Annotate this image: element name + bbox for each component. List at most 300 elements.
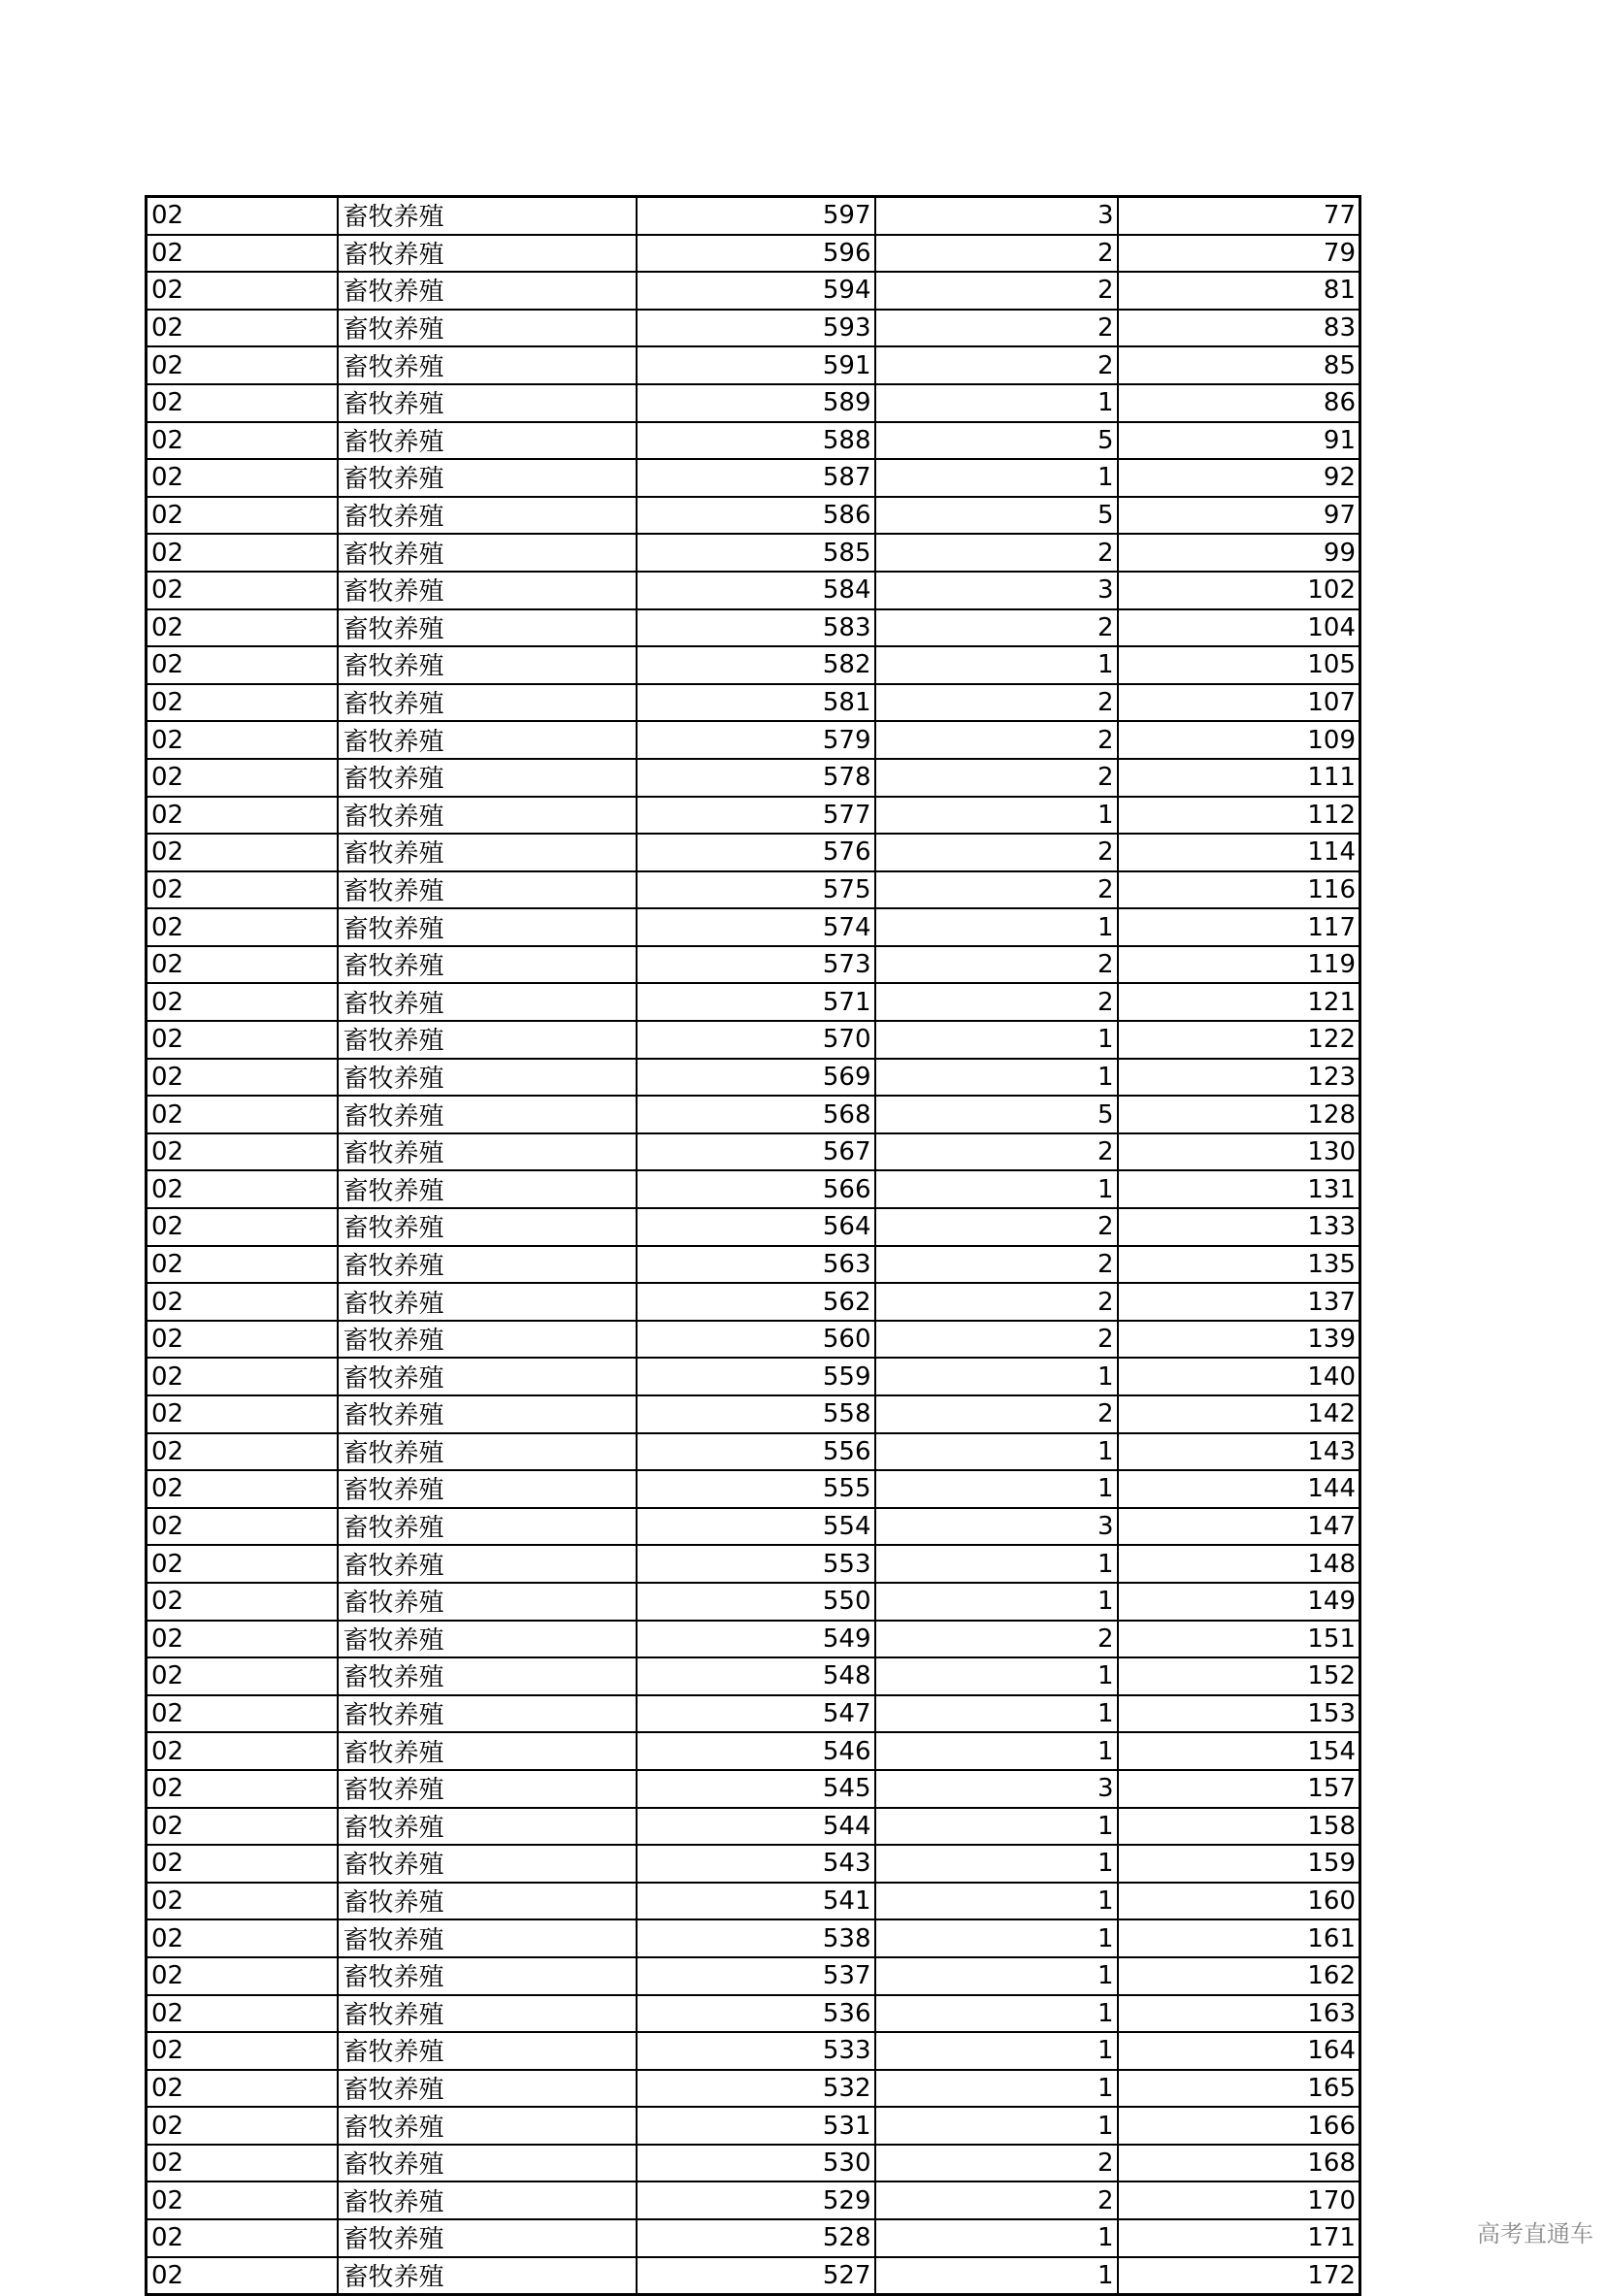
cell-score: 585 bbox=[637, 534, 875, 572]
table-row bbox=[147, 1021, 1360, 1059]
cell-score: 587 bbox=[637, 459, 875, 497]
cell-score: 588 bbox=[637, 422, 875, 460]
table-row bbox=[147, 346, 1360, 384]
table-row bbox=[147, 197, 1360, 235]
table-row bbox=[147, 310, 1360, 347]
table-row bbox=[147, 459, 1360, 497]
cell-code: 02 bbox=[147, 1770, 338, 1808]
cell-score: 538 bbox=[637, 1919, 875, 1957]
cell-score: 583 bbox=[637, 609, 875, 647]
cell-score: 584 bbox=[637, 572, 875, 609]
cell-cumulative: 97 bbox=[1118, 497, 1360, 535]
cell-count: 2 bbox=[875, 1321, 1118, 1359]
cell-score: 569 bbox=[637, 1059, 875, 1097]
cell-score: 586 bbox=[637, 497, 875, 535]
cell-cumulative: 172 bbox=[1118, 2257, 1360, 2295]
cell-cumulative: 140 bbox=[1118, 1358, 1360, 1395]
cell-score: 554 bbox=[637, 1508, 875, 1546]
cell-major: 畜牧养殖 bbox=[338, 235, 637, 273]
cell-major: 畜牧养殖 bbox=[338, 1957, 637, 1995]
cell-code: 02 bbox=[147, 1170, 338, 1208]
table-row bbox=[147, 2032, 1360, 2070]
cell-cumulative: 85 bbox=[1118, 346, 1360, 384]
cell-code: 02 bbox=[147, 684, 338, 722]
cell-major: 畜牧养殖 bbox=[338, 1808, 637, 1846]
cell-count: 2 bbox=[875, 834, 1118, 871]
cell-major: 畜牧养殖 bbox=[338, 834, 637, 871]
cell-major: 畜牧养殖 bbox=[338, 497, 637, 535]
cell-count: 3 bbox=[875, 572, 1118, 609]
cell-code: 02 bbox=[147, 1883, 338, 1920]
table-row bbox=[147, 1321, 1360, 1359]
cell-count: 1 bbox=[875, 1919, 1118, 1957]
table-row bbox=[147, 1208, 1360, 1246]
cell-count: 2 bbox=[875, 1133, 1118, 1171]
table-row bbox=[147, 1545, 1360, 1583]
table-row bbox=[147, 1919, 1360, 1957]
table-row bbox=[147, 1732, 1360, 1770]
cell-score: 555 bbox=[637, 1470, 875, 1508]
cell-cumulative: 92 bbox=[1118, 459, 1360, 497]
cell-count: 2 bbox=[875, 946, 1118, 984]
cell-code: 02 bbox=[147, 1583, 338, 1621]
cell-count: 1 bbox=[875, 1433, 1118, 1471]
cell-cumulative: 170 bbox=[1118, 2181, 1360, 2219]
cell-cumulative: 131 bbox=[1118, 1170, 1360, 1208]
cell-major: 畜牧养殖 bbox=[338, 1508, 637, 1546]
cell-code: 02 bbox=[147, 2145, 338, 2182]
cell-count: 1 bbox=[875, 2257, 1118, 2295]
cell-count: 1 bbox=[875, 459, 1118, 497]
cell-major: 畜牧养殖 bbox=[338, 1695, 637, 1733]
cell-major: 畜牧养殖 bbox=[338, 2219, 637, 2257]
cell-score: 548 bbox=[637, 1657, 875, 1695]
cell-count: 1 bbox=[875, 1545, 1118, 1583]
table-row bbox=[147, 2145, 1360, 2182]
cell-major: 畜牧养殖 bbox=[338, 459, 637, 497]
cell-score: 593 bbox=[637, 310, 875, 347]
cell-score: 571 bbox=[637, 983, 875, 1021]
cell-score: 566 bbox=[637, 1170, 875, 1208]
cell-score: 560 bbox=[637, 1321, 875, 1359]
table-row bbox=[147, 1358, 1360, 1395]
cell-score: 594 bbox=[637, 272, 875, 310]
table-row bbox=[147, 1583, 1360, 1621]
cell-score: 574 bbox=[637, 908, 875, 946]
cell-score: 528 bbox=[637, 2219, 875, 2257]
cell-cumulative: 81 bbox=[1118, 272, 1360, 310]
cell-count: 1 bbox=[875, 1470, 1118, 1508]
cell-score: 536 bbox=[637, 1995, 875, 2033]
cell-cumulative: 79 bbox=[1118, 235, 1360, 273]
cell-major: 畜牧养殖 bbox=[338, 534, 637, 572]
table-row bbox=[147, 572, 1360, 609]
cell-count: 1 bbox=[875, 1883, 1118, 1920]
cell-major: 畜牧养殖 bbox=[338, 1433, 637, 1471]
cell-major: 畜牧养殖 bbox=[338, 871, 637, 909]
cell-cumulative: 164 bbox=[1118, 2032, 1360, 2070]
cell-code: 02 bbox=[147, 1470, 338, 1508]
cell-major: 畜牧养殖 bbox=[338, 2107, 637, 2145]
cell-cumulative: 171 bbox=[1118, 2219, 1360, 2257]
cell-score: 575 bbox=[637, 871, 875, 909]
cell-major: 畜牧养殖 bbox=[338, 1096, 637, 1133]
cell-score: 545 bbox=[637, 1770, 875, 1808]
cell-cumulative: 114 bbox=[1118, 834, 1360, 871]
table-body bbox=[147, 197, 1360, 2295]
cell-cumulative: 91 bbox=[1118, 422, 1360, 460]
cell-cumulative: 149 bbox=[1118, 1583, 1360, 1621]
cell-cumulative: 166 bbox=[1118, 2107, 1360, 2145]
cell-code: 02 bbox=[147, 310, 338, 347]
cell-cumulative: 77 bbox=[1118, 197, 1360, 235]
table-row bbox=[147, 1657, 1360, 1695]
cell-major: 畜牧养殖 bbox=[338, 1995, 637, 2033]
cell-score: 527 bbox=[637, 2257, 875, 2295]
cell-cumulative: 162 bbox=[1118, 1957, 1360, 1995]
cell-major: 畜牧养殖 bbox=[338, 1321, 637, 1359]
cell-score: 537 bbox=[637, 1957, 875, 1995]
cell-code: 02 bbox=[147, 1657, 338, 1695]
cell-code: 02 bbox=[147, 646, 338, 684]
cell-major: 畜牧养殖 bbox=[338, 1208, 637, 1246]
cell-code: 02 bbox=[147, 2257, 338, 2295]
cell-code: 02 bbox=[147, 384, 338, 422]
cell-cumulative: 117 bbox=[1118, 908, 1360, 946]
table-row bbox=[147, 1096, 1360, 1133]
table-row bbox=[147, 721, 1360, 759]
cell-count: 1 bbox=[875, 1657, 1118, 1695]
cell-cumulative: 112 bbox=[1118, 797, 1360, 835]
cell-count: 1 bbox=[875, 1995, 1118, 2033]
cell-code: 02 bbox=[147, 2107, 338, 2145]
cell-cumulative: 123 bbox=[1118, 1059, 1360, 1097]
cell-major: 畜牧养殖 bbox=[338, 1246, 637, 1284]
cell-major: 畜牧养殖 bbox=[338, 759, 637, 797]
cell-code: 02 bbox=[147, 1395, 338, 1433]
cell-major: 畜牧养殖 bbox=[338, 1059, 637, 1097]
table-row bbox=[147, 534, 1360, 572]
cell-cumulative: 144 bbox=[1118, 1470, 1360, 1508]
cell-code: 02 bbox=[147, 1133, 338, 1171]
cell-count: 1 bbox=[875, 2070, 1118, 2108]
cell-code: 02 bbox=[147, 346, 338, 384]
cell-count: 1 bbox=[875, 384, 1118, 422]
cell-code: 02 bbox=[147, 1021, 338, 1059]
cell-cumulative: 154 bbox=[1118, 1732, 1360, 1770]
cell-count: 1 bbox=[875, 908, 1118, 946]
table-row bbox=[147, 834, 1360, 871]
cell-code: 02 bbox=[147, 1919, 338, 1957]
cell-cumulative: 83 bbox=[1118, 310, 1360, 347]
cell-cumulative: 105 bbox=[1118, 646, 1360, 684]
cell-code: 02 bbox=[147, 235, 338, 273]
cell-count: 5 bbox=[875, 1096, 1118, 1133]
cell-cumulative: 104 bbox=[1118, 609, 1360, 647]
score-distribution-table bbox=[145, 195, 1361, 2296]
cell-major: 畜牧养殖 bbox=[338, 2070, 637, 2108]
table-row bbox=[147, 1995, 1360, 2033]
table-row bbox=[147, 1845, 1360, 1883]
table-row bbox=[147, 1695, 1360, 1733]
cell-code: 02 bbox=[147, 1545, 338, 1583]
cell-code: 02 bbox=[147, 1246, 338, 1284]
cell-cumulative: 119 bbox=[1118, 946, 1360, 984]
cell-major: 畜牧养殖 bbox=[338, 684, 637, 722]
cell-code: 02 bbox=[147, 459, 338, 497]
cell-code: 02 bbox=[147, 1508, 338, 1546]
cell-major: 畜牧养殖 bbox=[338, 797, 637, 835]
cell-score: 591 bbox=[637, 346, 875, 384]
cell-major: 畜牧养殖 bbox=[338, 1919, 637, 1957]
cell-cumulative: 109 bbox=[1118, 721, 1360, 759]
cell-count: 2 bbox=[875, 235, 1118, 273]
cell-score: 533 bbox=[637, 2032, 875, 2070]
cell-count: 1 bbox=[875, 1021, 1118, 1059]
cell-count: 1 bbox=[875, 1732, 1118, 1770]
table-row bbox=[147, 908, 1360, 946]
cell-count: 2 bbox=[875, 1246, 1118, 1284]
table-row bbox=[147, 2219, 1360, 2257]
cell-count: 1 bbox=[875, 2032, 1118, 2070]
cell-score: 556 bbox=[637, 1433, 875, 1471]
cell-major: 畜牧养殖 bbox=[338, 1883, 637, 1920]
cell-score: 553 bbox=[637, 1545, 875, 1583]
cell-major: 畜牧养殖 bbox=[338, 1133, 637, 1171]
cell-code: 02 bbox=[147, 1358, 338, 1395]
cell-major: 畜牧养殖 bbox=[338, 1845, 637, 1883]
table-row bbox=[147, 1433, 1360, 1471]
cell-score: 543 bbox=[637, 1845, 875, 1883]
cell-code: 02 bbox=[147, 946, 338, 984]
cell-major: 畜牧养殖 bbox=[338, 1545, 637, 1583]
table-row bbox=[147, 2070, 1360, 2108]
cell-code: 02 bbox=[147, 797, 338, 835]
cell-count: 2 bbox=[875, 310, 1118, 347]
table-row bbox=[147, 646, 1360, 684]
cell-major: 畜牧养殖 bbox=[338, 1732, 637, 1770]
cell-cumulative: 159 bbox=[1118, 1845, 1360, 1883]
cell-major: 畜牧养殖 bbox=[338, 197, 637, 235]
cell-count: 2 bbox=[875, 272, 1118, 310]
cell-major: 畜牧养殖 bbox=[338, 1657, 637, 1695]
cell-score: 546 bbox=[637, 1732, 875, 1770]
cell-major: 畜牧养殖 bbox=[338, 1470, 637, 1508]
cell-count: 1 bbox=[875, 797, 1118, 835]
cell-cumulative: 147 bbox=[1118, 1508, 1360, 1546]
cell-count: 1 bbox=[875, 2107, 1118, 2145]
cell-count: 2 bbox=[875, 1208, 1118, 1246]
cell-major: 畜牧养殖 bbox=[338, 609, 637, 647]
cell-code: 02 bbox=[147, 1283, 338, 1321]
cell-score: 573 bbox=[637, 946, 875, 984]
cell-code: 02 bbox=[147, 1059, 338, 1097]
cell-major: 畜牧养殖 bbox=[338, 1358, 637, 1395]
cell-code: 02 bbox=[147, 1208, 338, 1246]
score-table-container bbox=[145, 195, 1359, 2296]
cell-score: 531 bbox=[637, 2107, 875, 2145]
cell-cumulative: 161 bbox=[1118, 1919, 1360, 1957]
cell-count: 2 bbox=[875, 346, 1118, 384]
table-row bbox=[147, 946, 1360, 984]
table-row bbox=[147, 1957, 1360, 1995]
table-row bbox=[147, 2107, 1360, 2145]
cell-count: 2 bbox=[875, 1621, 1118, 1658]
table-row bbox=[147, 1621, 1360, 1658]
table-row bbox=[147, 1808, 1360, 1846]
cell-code: 02 bbox=[147, 1845, 338, 1883]
cell-score: 564 bbox=[637, 1208, 875, 1246]
cell-code: 02 bbox=[147, 759, 338, 797]
cell-code: 02 bbox=[147, 1096, 338, 1133]
table-row bbox=[147, 759, 1360, 797]
cell-code: 02 bbox=[147, 908, 338, 946]
cell-code: 02 bbox=[147, 1808, 338, 1846]
table-row bbox=[147, 2181, 1360, 2219]
cell-score: 582 bbox=[637, 646, 875, 684]
cell-major: 畜牧养殖 bbox=[338, 983, 637, 1021]
cell-cumulative: 160 bbox=[1118, 1883, 1360, 1920]
watermark-text: 高考直通车 bbox=[1477, 2220, 1593, 2247]
cell-count: 2 bbox=[875, 721, 1118, 759]
cell-code: 02 bbox=[147, 871, 338, 909]
cell-code: 02 bbox=[147, 572, 338, 609]
cell-major: 畜牧养殖 bbox=[338, 1395, 637, 1433]
cell-score: 562 bbox=[637, 1283, 875, 1321]
table-row bbox=[147, 1246, 1360, 1284]
cell-count: 2 bbox=[875, 983, 1118, 1021]
cell-major: 畜牧养殖 bbox=[338, 2257, 637, 2295]
cell-code: 02 bbox=[147, 609, 338, 647]
table-row bbox=[147, 497, 1360, 535]
cell-cumulative: 158 bbox=[1118, 1808, 1360, 1846]
cell-major: 畜牧养殖 bbox=[338, 272, 637, 310]
table-row bbox=[147, 235, 1360, 273]
cell-code: 02 bbox=[147, 422, 338, 460]
cell-count: 1 bbox=[875, 1583, 1118, 1621]
cell-score: 558 bbox=[637, 1395, 875, 1433]
cell-cumulative: 116 bbox=[1118, 871, 1360, 909]
cell-score: 547 bbox=[637, 1695, 875, 1733]
cell-code: 02 bbox=[147, 1995, 338, 2033]
cell-score: 596 bbox=[637, 235, 875, 273]
cell-count: 2 bbox=[875, 871, 1118, 909]
cell-major: 畜牧养殖 bbox=[338, 646, 637, 684]
cell-score: 530 bbox=[637, 2145, 875, 2182]
cell-cumulative: 135 bbox=[1118, 1246, 1360, 1284]
cell-code: 02 bbox=[147, 2070, 338, 2108]
cell-count: 1 bbox=[875, 1957, 1118, 1995]
table-row bbox=[147, 1283, 1360, 1321]
cell-code: 02 bbox=[147, 2181, 338, 2219]
cell-major: 畜牧养殖 bbox=[338, 1621, 637, 1658]
cell-score: 541 bbox=[637, 1883, 875, 1920]
cell-major: 畜牧养殖 bbox=[338, 384, 637, 422]
table-row bbox=[147, 797, 1360, 835]
table-row bbox=[147, 1883, 1360, 1920]
table-row bbox=[147, 1770, 1360, 1808]
cell-code: 02 bbox=[147, 834, 338, 871]
cell-cumulative: 107 bbox=[1118, 684, 1360, 722]
cell-score: 549 bbox=[637, 1621, 875, 1658]
cell-major: 畜牧养殖 bbox=[338, 721, 637, 759]
cell-count: 1 bbox=[875, 1358, 1118, 1395]
cell-count: 5 bbox=[875, 497, 1118, 535]
cell-score: 568 bbox=[637, 1096, 875, 1133]
cell-count: 5 bbox=[875, 422, 1118, 460]
cell-major: 畜牧养殖 bbox=[338, 1583, 637, 1621]
cell-major: 畜牧养殖 bbox=[338, 1283, 637, 1321]
cell-major: 畜牧养殖 bbox=[338, 310, 637, 347]
cell-cumulative: 157 bbox=[1118, 1770, 1360, 1808]
cell-cumulative: 121 bbox=[1118, 983, 1360, 1021]
cell-score: 570 bbox=[637, 1021, 875, 1059]
cell-cumulative: 128 bbox=[1118, 1096, 1360, 1133]
cell-cumulative: 139 bbox=[1118, 1321, 1360, 1359]
cell-major: 畜牧养殖 bbox=[338, 572, 637, 609]
cell-cumulative: 163 bbox=[1118, 1995, 1360, 2033]
cell-cumulative: 130 bbox=[1118, 1133, 1360, 1171]
cell-code: 02 bbox=[147, 534, 338, 572]
cell-count: 2 bbox=[875, 609, 1118, 647]
cell-code: 02 bbox=[147, 197, 338, 235]
table-row bbox=[147, 1059, 1360, 1097]
cell-cumulative: 102 bbox=[1118, 572, 1360, 609]
cell-major: 畜牧养殖 bbox=[338, 908, 637, 946]
cell-major: 畜牧养殖 bbox=[338, 346, 637, 384]
cell-code: 02 bbox=[147, 1732, 338, 1770]
cell-score: 563 bbox=[637, 1246, 875, 1284]
cell-code: 02 bbox=[147, 272, 338, 310]
cell-count: 1 bbox=[875, 1845, 1118, 1883]
cell-count: 1 bbox=[875, 1170, 1118, 1208]
cell-code: 02 bbox=[147, 1957, 338, 1995]
table-row bbox=[147, 1508, 1360, 1546]
table-row bbox=[147, 384, 1360, 422]
cell-major: 畜牧养殖 bbox=[338, 946, 637, 984]
cell-major: 畜牧养殖 bbox=[338, 2145, 637, 2182]
table-row bbox=[147, 422, 1360, 460]
cell-count: 2 bbox=[875, 1395, 1118, 1433]
table-row bbox=[147, 983, 1360, 1021]
table-row bbox=[147, 684, 1360, 722]
cell-cumulative: 133 bbox=[1118, 1208, 1360, 1246]
cell-cumulative: 137 bbox=[1118, 1283, 1360, 1321]
cell-code: 02 bbox=[147, 497, 338, 535]
cell-count: 2 bbox=[875, 684, 1118, 722]
cell-code: 02 bbox=[147, 983, 338, 1021]
cell-major: 畜牧养殖 bbox=[338, 1021, 637, 1059]
cell-cumulative: 165 bbox=[1118, 2070, 1360, 2108]
cell-cumulative: 86 bbox=[1118, 384, 1360, 422]
cell-score: 544 bbox=[637, 1808, 875, 1846]
cell-code: 02 bbox=[147, 1695, 338, 1733]
cell-score: 532 bbox=[637, 2070, 875, 2108]
cell-code: 02 bbox=[147, 2032, 338, 2070]
cell-count: 1 bbox=[875, 1695, 1118, 1733]
table-row bbox=[147, 609, 1360, 647]
cell-major: 畜牧养殖 bbox=[338, 1170, 637, 1208]
cell-cumulative: 99 bbox=[1118, 534, 1360, 572]
cell-cumulative: 153 bbox=[1118, 1695, 1360, 1733]
table-row bbox=[147, 272, 1360, 310]
cell-count: 2 bbox=[875, 534, 1118, 572]
cell-code: 02 bbox=[147, 1433, 338, 1471]
cell-count: 2 bbox=[875, 759, 1118, 797]
cell-cumulative: 142 bbox=[1118, 1395, 1360, 1433]
cell-cumulative: 168 bbox=[1118, 2145, 1360, 2182]
cell-count: 2 bbox=[875, 1283, 1118, 1321]
